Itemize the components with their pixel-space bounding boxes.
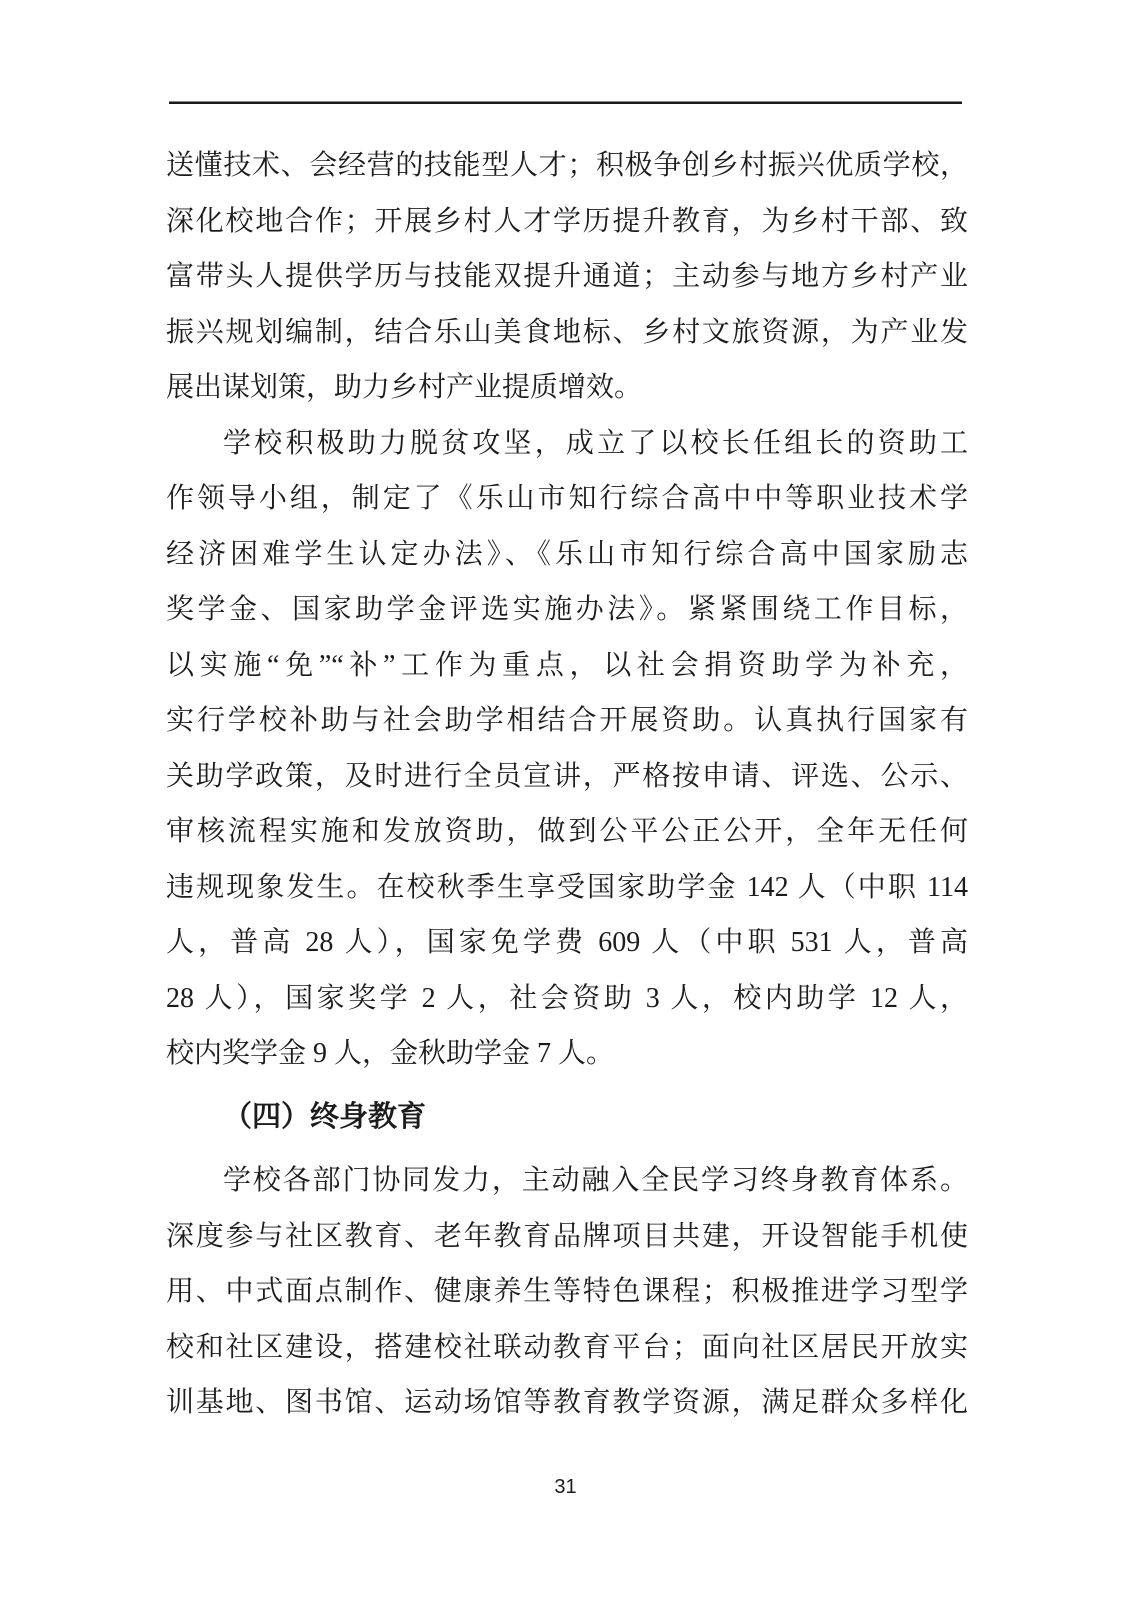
- text-line: 人，普高 28 人），国家免学费 609 人（中职 531 人，普高: [166, 927, 968, 958]
- text-line: 校内奖学金 9 人，金秋助学金 7 人。: [166, 1038, 615, 1069]
- text-line: 违规现象发生。在校秋季生享受国家助学金 142 人（中职 114: [166, 871, 968, 903]
- text-line: 校和社区建设，搭建校社联动教育平台；面向社区居民开放实: [166, 1331, 968, 1363]
- text-line: 关助学政策，及时进行全员宣讲，严格按申请、评选、公示、: [166, 760, 968, 792]
- text-line: 用、中式面点制作、健康养生等特色课程；积极推进学习型学: [166, 1276, 968, 1307]
- header-rule: [169, 101, 962, 104]
- text-line: 以实施“免”“补”工作为重点，以社会捐资助学为补充，: [166, 649, 968, 681]
- document-body: [166, 138, 968, 1431]
- text-line: 振兴规划编制，结合乐山美食地标、乡村文旅资源，为产业发: [166, 316, 968, 348]
- text-line: 送懂技术、会经营的技能型人才；积极争创乡村振兴优质学校，: [166, 150, 968, 181]
- text-line: 深化校地合作；开展乡村人才学历提升教育，为乡村干部、致: [166, 205, 968, 237]
- page-number: 31: [554, 1476, 577, 1498]
- text-line: 28 人），国家奖学 2 人，社会资助 3 人，校内助学 12 人，: [166, 982, 968, 1014]
- text-line: 奖学金、国家助学金评选实施办法》。紧紧围绕工作目标，: [166, 594, 968, 625]
- text-line: 学校各部门协同发力，主动融入全民学习终身教育体系。: [223, 1165, 968, 1196]
- section-heading: （四）终身教育: [223, 1100, 427, 1133]
- text-line: 作领导小组，制定了《乐山市知行综合高中中等职业技术学: [166, 483, 968, 514]
- text-line: 展出谋划策，助力乡村产业提质增效。: [166, 372, 643, 403]
- text-line: 实行学校补助与社会助学相结合开展资助。认真执行国家有: [166, 705, 968, 736]
- text-line: 学校积极助力脱贫攻坚，成立了以校长任组长的资助工: [223, 427, 968, 459]
- text-line: 经济困难学生认定办法》、《乐山市知行综合高中国家励志: [166, 538, 968, 570]
- text-line: 审核流程实施和发放资助，做到公平公正公开，全年无任何: [166, 816, 968, 847]
- text-line: 富带头人提供学历与技能双提升通道；主动参与地方乡村产业: [166, 261, 968, 292]
- text-line: 深度参与社区教育、老年教育品牌项目共建，开设智能手机使: [166, 1220, 968, 1252]
- text-line: 训基地、图书馆、运动场馆等教育教学资源，满足群众多样化: [166, 1387, 968, 1418]
